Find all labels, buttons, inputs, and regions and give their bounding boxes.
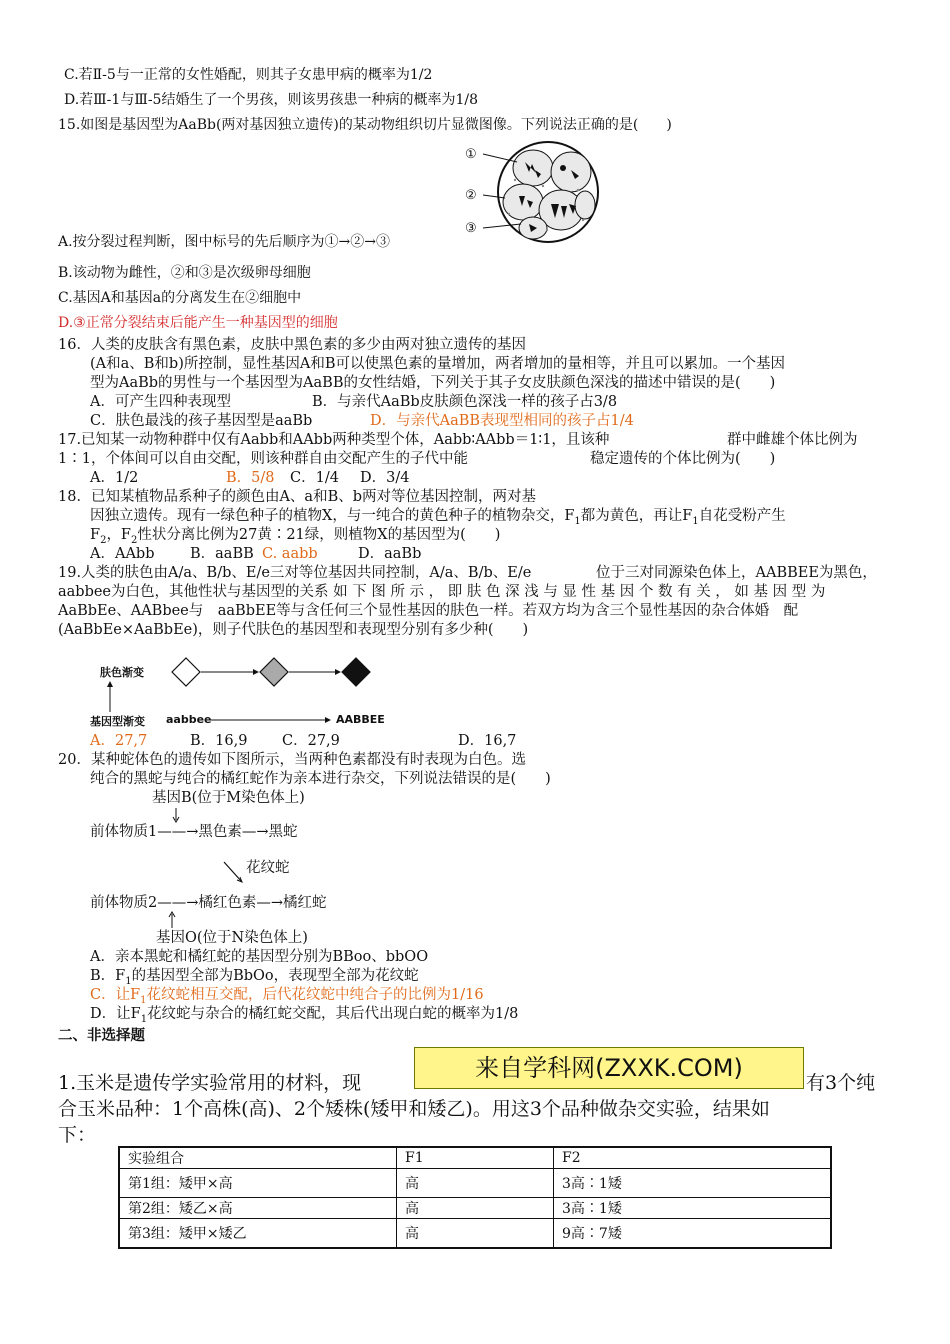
q15-option-b: B.该动物为雌性，②和③是次级卵母细胞 (58, 265, 311, 281)
pattern-snake-label: 花纹蛇 (246, 860, 290, 876)
q17-line1a: 17.已知某一动物种群中仅有Aabb和AAbb两种类型个体，Aabb∶AAbb＝1∶1，且该种 (58, 432, 610, 448)
table-header: F1 (397, 1147, 554, 1169)
q1-line2: 合玉米品种：1个高株(高)、2个矮株(矮甲和矮乙)。用这3个品种做杂交实验，结果如 (58, 1098, 770, 1120)
q14-option-d: D.若Ⅲ-1与Ⅲ-5结婚生了一个男孩，则该男孩患一种病的概率为1/8 (64, 92, 478, 108)
q17-line2b: 稳定遗传的个体比例为( ) (590, 451, 776, 467)
q14-option-c: C.若Ⅱ-5与一正常的女性婚配，则其子女患甲病的概率为1/2 (64, 67, 433, 83)
genotype-from: aabbee (166, 713, 212, 726)
q18-option-c: C. aabb (262, 546, 318, 562)
q17-line1b: 群中雌雄个体比例为 (727, 432, 858, 448)
q18-option-b: B．aaBB (190, 546, 254, 562)
label-3: ③ (465, 221, 477, 236)
q18-option-a: A．AAbb (90, 546, 155, 562)
gene-o-label: 基因O(位于N染色体上) (156, 930, 308, 946)
table-cell: 第2组：矮乙×高 (119, 1198, 397, 1219)
table-row (119, 1219, 831, 1249)
q19-line1a: 19.人类的肤色由A/a、B/b、E/e三对等位基因共同控制，A/a、B/b、E/e (58, 565, 532, 581)
q16-line3: 型为AaBb的男性与一个基因型为AaBB的女性结婚，下列关于其子女皮肤颜色深浅的描述中错误的是( ) (90, 375, 776, 391)
table-row (119, 1169, 831, 1198)
table-cell: 3高∶1矮 (554, 1198, 832, 1219)
q20-option-b: B．$F_1$的基因型全部为BbOo，表现型全部为花纹蛇 (90, 968, 419, 987)
table-header-row (119, 1147, 831, 1169)
q18-option-d: D．aaBb (358, 546, 422, 562)
q16-line1: 16．人类的皮肤含有黑色素，皮肤中黑色素的多少由两对独立遗传的基因 (58, 337, 526, 353)
q19-line4: (AaBbEe×AaBbEe)，则子代肤色的基因型和表现型分别有多少种( ) (58, 622, 529, 638)
skin-gradient-label: 肤色渐变 (100, 666, 144, 679)
q1-line1b: 有3个纯 (806, 1072, 876, 1094)
q17-option-a: A．1/2 (90, 470, 139, 486)
micrograph-figure (463, 140, 603, 245)
q1-line1a: 1.玉米是遗传学实验常用的材料，现 (58, 1072, 362, 1094)
q16-line2: (A和a、B和b)所控制，显性基因A和B可以使黑色素的量增加，两者增加的量相等，并且可以累加。一个基因 (90, 356, 785, 372)
table-cell: 第1组：矮甲×高 (119, 1169, 397, 1198)
q19-line3: AaBbEe、AABbee与 aaBbEE等与含任何三个显性基因的肤色一样。若双方均为含三个显性基因的杂合体婚 配 (58, 603, 799, 619)
q17-line2a: 1∶1，个体间可以自由交配，则该种群自由交配产生的子代中能 (58, 451, 468, 467)
section-heading: 二、非选择题 (58, 1027, 145, 1044)
q20-option-d: D．让$F_1$花纹蛇与杂合的橘红蛇交配，其后代出现白蛇的概率为1/8 (90, 1006, 519, 1025)
experiment-table (118, 1146, 832, 1249)
table-cell: 高 (397, 1198, 554, 1219)
table-header: 实验组合 (119, 1147, 397, 1169)
genotype-gradient-label: 基因型渐变 (90, 715, 145, 728)
skin-color-diagram (90, 650, 400, 730)
q17-option-c: C．1/4 (290, 470, 339, 486)
q1-line3: 下： (58, 1124, 97, 1146)
q20-option-a: A．亲本黑蛇和橘红蛇的基因型分别为BBoo、bbOO (90, 949, 429, 965)
table-cell: 高 (397, 1169, 554, 1198)
cell-micrograph-svg (463, 140, 603, 245)
q15-option-c: C.基因A和基因a的分离发生在②细胞中 (58, 290, 302, 306)
table-cell: 高 (397, 1219, 554, 1249)
q19-option-b: B．16,9 (190, 733, 248, 749)
table-cell: 3高∶1矮 (554, 1169, 832, 1198)
q20-line1: 20．某种蛇体色的遗传如下图所示，当两种色素都没有时表现为白色。选 (58, 752, 526, 768)
q18-line3: $F_2$，$F_2$性状分离比例为27黄∶21绿，则植物X的基因型为( ) (90, 527, 501, 546)
q16-option-a: A．可产生四种表现型 (90, 394, 231, 410)
q20-option-c: C．让$F_1$花纹蛇相互交配，后代花纹蛇中纯合子的比例为1/16 (90, 987, 484, 1006)
label-1: ① (465, 147, 477, 162)
black-diamond (342, 658, 370, 686)
gray-diamond (260, 658, 288, 686)
q18-line2: 因独立遗传。现有一绿色种子的植物X，与一纯合的黄色种子的植物杂交，$F_1$都为黄色，再让$F_1$自花受粉产生 (90, 508, 786, 527)
table-row (119, 1198, 831, 1219)
label-2: ② (465, 188, 477, 203)
q20-line2: 纯合的黑蛇与纯合的橘红蛇作为亲本进行杂交，下列说法错误的是( ) (90, 771, 551, 787)
q19-option-d: D．16,7 (458, 733, 517, 749)
q19-line1b: 位于三对同源染色体上，AABBEE为黑色， (596, 565, 877, 581)
table-cell: 9高∶7矮 (554, 1219, 832, 1249)
q17-option-b: B．5/8 (226, 470, 275, 486)
q16-option-b: B．与亲代AaBb皮肤颜色深浅一样的孩子占3/8 (312, 394, 618, 410)
table-header: F2 (554, 1147, 832, 1169)
watermark-stamp: 来自学科网(ZXXK.COM) (414, 1047, 804, 1089)
q15-option-a: A.按分裂过程判断，图中标号的先后顺序为①→②→③ (58, 234, 391, 250)
pathway-2: 前体物质2——→橘红色素—→橘红蛇 (90, 895, 327, 911)
q15-stem: 15.如图是基因型为AaBb(两对基因独立遗传)的某动物组织切片显微图像。下列说法正确的是( ) (58, 117, 672, 133)
q19-line2: aabbee为白色，其他性状与基因型的关系 如 下 图 所 示 ， 即 肤 色 深 浅 与 显 性 基 因 个 数 有 关 ， 如 基 因 型 为 (58, 584, 826, 600)
gene-b-label: 基因B(位于M染色体上) (152, 790, 305, 806)
q15-option-d: D.③正常分裂结束后能产生一种基因型的细胞 (58, 315, 338, 331)
q16-option-c: C．肤色最浅的孩子基因型是aaBb (90, 413, 313, 429)
genotype-to: AABBEE (336, 713, 385, 726)
table-cell: 第3组：矮甲×矮乙 (119, 1219, 397, 1249)
q19-option-a: A．27,7 (90, 733, 148, 749)
pathway-1: 前体物质1——→黑色素—→黑蛇 (90, 824, 298, 840)
q18-line1: 18．已知某植物品系种子的颜色由A、a和B、b两对等位基因控制，两对基 (58, 489, 537, 505)
white-diamond (172, 658, 200, 686)
q19-option-c: C．27,9 (282, 733, 340, 749)
q17-option-d: D．3/4 (360, 470, 410, 486)
q16-option-d: D．与亲代AaBB表现型相同的孩子占1/4 (370, 413, 634, 429)
